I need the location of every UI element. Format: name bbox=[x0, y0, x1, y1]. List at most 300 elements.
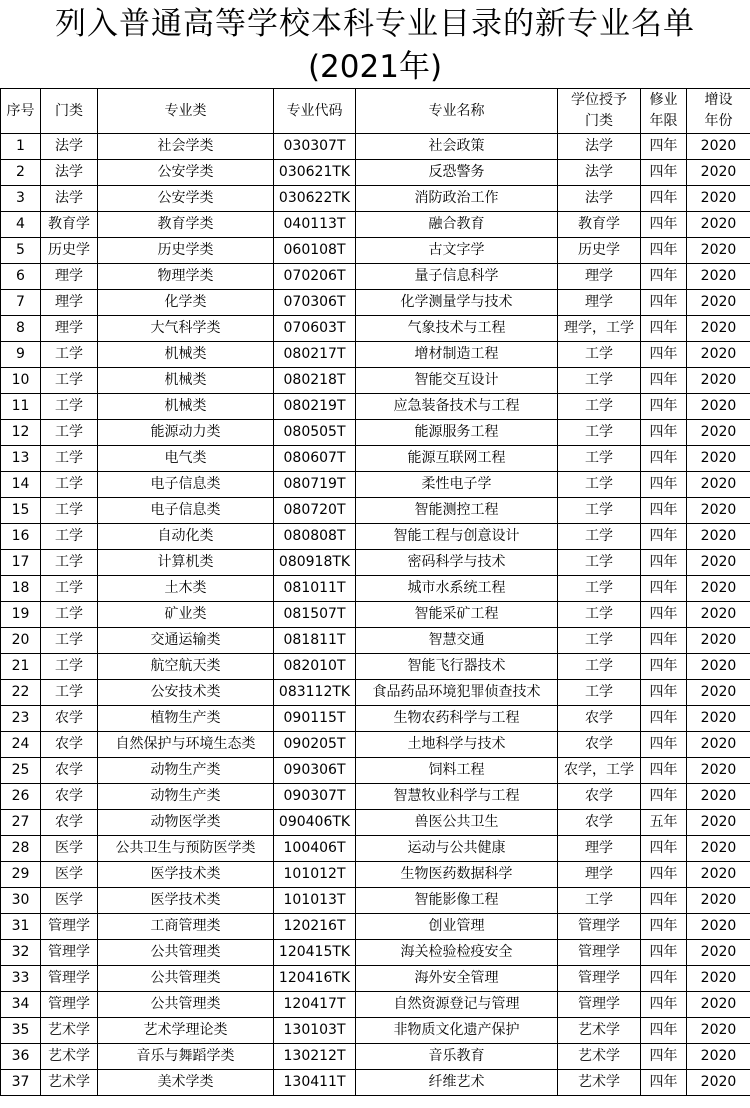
cell-degree: 艺术学 bbox=[558, 1044, 641, 1070]
cell-major-class: 大气科学类 bbox=[98, 316, 274, 342]
cell-major-class: 能源动力类 bbox=[98, 420, 274, 446]
cell-year: 2020 bbox=[687, 264, 750, 290]
cell-category: 工学 bbox=[41, 472, 98, 498]
cell-duration: 四年 bbox=[641, 186, 687, 212]
cell-name: 智能交互设计 bbox=[356, 368, 558, 394]
cell-major-class: 公安技术类 bbox=[98, 680, 274, 706]
cell-degree: 工学 bbox=[558, 472, 641, 498]
cell-name: 能源服务工程 bbox=[356, 420, 558, 446]
cell-name: 非物质文化遗产保护 bbox=[356, 1018, 558, 1044]
table-row bbox=[1, 810, 750, 836]
cell-degree: 农学 bbox=[558, 732, 641, 758]
cell-name: 气象技术与工程 bbox=[356, 316, 558, 342]
cell-category: 工学 bbox=[41, 602, 98, 628]
majors-table bbox=[0, 88, 750, 1096]
cell-seq: 32 bbox=[1, 940, 41, 966]
cell-seq: 29 bbox=[1, 862, 41, 888]
cell-duration: 四年 bbox=[641, 524, 687, 550]
cell-major-class: 电子信息类 bbox=[98, 472, 274, 498]
header-duration-line2: 年限 bbox=[649, 113, 678, 129]
cell-name: 智慧牧业科学与工程 bbox=[356, 784, 558, 810]
cell-year: 2020 bbox=[687, 862, 750, 888]
table-row bbox=[1, 888, 750, 914]
cell-category: 工学 bbox=[41, 680, 98, 706]
cell-duration: 四年 bbox=[641, 290, 687, 316]
cell-major-class: 电气类 bbox=[98, 446, 274, 472]
cell-category: 工学 bbox=[41, 498, 98, 524]
cell-duration: 四年 bbox=[641, 420, 687, 446]
cell-code: 081811T bbox=[274, 628, 356, 654]
header-seq: 序号 bbox=[1, 89, 41, 134]
cell-duration: 四年 bbox=[641, 472, 687, 498]
cell-duration: 五年 bbox=[641, 810, 687, 836]
cell-duration: 四年 bbox=[641, 446, 687, 472]
cell-seq: 37 bbox=[1, 1070, 41, 1096]
cell-major-class: 化学类 bbox=[98, 290, 274, 316]
cell-code: 130212T bbox=[274, 1044, 356, 1070]
cell-category: 工学 bbox=[41, 576, 98, 602]
cell-category: 法学 bbox=[41, 134, 98, 160]
cell-year: 2020 bbox=[687, 238, 750, 264]
cell-seq: 13 bbox=[1, 446, 41, 472]
cell-duration: 四年 bbox=[641, 1070, 687, 1096]
table-row bbox=[1, 368, 750, 394]
cell-name: 智能采矿工程 bbox=[356, 602, 558, 628]
cell-year: 2020 bbox=[687, 290, 750, 316]
cell-code: 080720T bbox=[274, 498, 356, 524]
cell-name: 兽医公共卫生 bbox=[356, 810, 558, 836]
cell-major-class: 自然保护与环境生态类 bbox=[98, 732, 274, 758]
cell-category: 农学 bbox=[41, 732, 98, 758]
table-row bbox=[1, 342, 750, 368]
cell-year: 2020 bbox=[687, 784, 750, 810]
cell-category: 医学 bbox=[41, 888, 98, 914]
cell-degree: 艺术学 bbox=[558, 1070, 641, 1096]
cell-category: 工学 bbox=[41, 342, 98, 368]
cell-year: 2020 bbox=[687, 758, 750, 784]
cell-major-class: 机械类 bbox=[98, 342, 274, 368]
cell-seq: 35 bbox=[1, 1018, 41, 1044]
cell-duration: 四年 bbox=[641, 992, 687, 1018]
cell-degree: 工学 bbox=[558, 654, 641, 680]
cell-seq: 12 bbox=[1, 420, 41, 446]
cell-duration: 四年 bbox=[641, 1018, 687, 1044]
cell-year: 2020 bbox=[687, 498, 750, 524]
cell-seq: 9 bbox=[1, 342, 41, 368]
cell-seq: 10 bbox=[1, 368, 41, 394]
cell-major-class: 公安学类 bbox=[98, 186, 274, 212]
cell-name: 密码科学与技术 bbox=[356, 550, 558, 576]
cell-code: 030307T bbox=[274, 134, 356, 160]
table-row bbox=[1, 290, 750, 316]
cell-seq: 22 bbox=[1, 680, 41, 706]
cell-degree: 工学 bbox=[558, 602, 641, 628]
cell-year: 2020 bbox=[687, 628, 750, 654]
cell-name: 社会政策 bbox=[356, 134, 558, 160]
cell-major-class: 社会学类 bbox=[98, 134, 274, 160]
cell-major-class: 公共卫生与预防医学类 bbox=[98, 836, 274, 862]
table-header-row bbox=[1, 89, 750, 134]
table-row bbox=[1, 706, 750, 732]
cell-seq: 30 bbox=[1, 888, 41, 914]
cell-year: 2020 bbox=[687, 1070, 750, 1096]
cell-year: 2020 bbox=[687, 1044, 750, 1070]
cell-duration: 四年 bbox=[641, 576, 687, 602]
cell-code: 080719T bbox=[274, 472, 356, 498]
cell-seq: 36 bbox=[1, 1044, 41, 1070]
cell-name: 智慧交通 bbox=[356, 628, 558, 654]
cell-major-class: 机械类 bbox=[98, 368, 274, 394]
cell-degree: 法学 bbox=[558, 134, 641, 160]
cell-year: 2020 bbox=[687, 1018, 750, 1044]
table-row bbox=[1, 862, 750, 888]
header-category: 门类 bbox=[41, 89, 98, 134]
cell-degree: 管理学 bbox=[558, 992, 641, 1018]
cell-degree: 农学，工学 bbox=[558, 758, 641, 784]
cell-duration: 四年 bbox=[641, 342, 687, 368]
cell-category: 工学 bbox=[41, 420, 98, 446]
cell-seq: 8 bbox=[1, 316, 41, 342]
cell-degree: 历史学 bbox=[558, 238, 641, 264]
cell-category: 农学 bbox=[41, 810, 98, 836]
cell-name: 海关检验检疫安全 bbox=[356, 940, 558, 966]
table-row bbox=[1, 420, 750, 446]
table-row bbox=[1, 836, 750, 862]
cell-category: 工学 bbox=[41, 368, 98, 394]
cell-category: 工学 bbox=[41, 524, 98, 550]
table-row bbox=[1, 1044, 750, 1070]
table-row bbox=[1, 186, 750, 212]
cell-code: 081507T bbox=[274, 602, 356, 628]
cell-category: 管理学 bbox=[41, 966, 98, 992]
cell-seq: 16 bbox=[1, 524, 41, 550]
cell-degree: 工学 bbox=[558, 446, 641, 472]
cell-code: 090115T bbox=[274, 706, 356, 732]
cell-major-class: 教育学类 bbox=[98, 212, 274, 238]
table-row bbox=[1, 576, 750, 602]
cell-name: 智能测控工程 bbox=[356, 498, 558, 524]
cell-code: 120416TK bbox=[274, 966, 356, 992]
cell-degree: 农学 bbox=[558, 706, 641, 732]
cell-duration: 四年 bbox=[641, 680, 687, 706]
cell-name: 智能飞行器技术 bbox=[356, 654, 558, 680]
table-row bbox=[1, 628, 750, 654]
cell-category: 理学 bbox=[41, 316, 98, 342]
cell-code: 070603T bbox=[274, 316, 356, 342]
cell-duration: 四年 bbox=[641, 888, 687, 914]
cell-degree: 艺术学 bbox=[558, 1018, 641, 1044]
cell-year: 2020 bbox=[687, 160, 750, 186]
table-row bbox=[1, 1018, 750, 1044]
table-body bbox=[1, 134, 750, 1096]
cell-major-class: 历史学类 bbox=[98, 238, 274, 264]
cell-code: 130103T bbox=[274, 1018, 356, 1044]
cell-year: 2020 bbox=[687, 602, 750, 628]
cell-code: 080808T bbox=[274, 524, 356, 550]
cell-name: 古文字学 bbox=[356, 238, 558, 264]
cell-code: 120216T bbox=[274, 914, 356, 940]
cell-code: 090307T bbox=[274, 784, 356, 810]
cell-seq: 26 bbox=[1, 784, 41, 810]
cell-year: 2020 bbox=[687, 992, 750, 1018]
cell-duration: 四年 bbox=[641, 316, 687, 342]
cell-name: 运动与公共健康 bbox=[356, 836, 558, 862]
cell-category: 艺术学 bbox=[41, 1070, 98, 1096]
cell-code: 120415TK bbox=[274, 940, 356, 966]
cell-major-class: 动物生产类 bbox=[98, 758, 274, 784]
cell-code: 090406TK bbox=[274, 810, 356, 836]
cell-name: 音乐教育 bbox=[356, 1044, 558, 1070]
cell-name: 应急装备技术与工程 bbox=[356, 394, 558, 420]
cell-degree: 理学 bbox=[558, 264, 641, 290]
cell-duration: 四年 bbox=[641, 550, 687, 576]
cell-degree: 工学 bbox=[558, 420, 641, 446]
cell-degree: 管理学 bbox=[558, 940, 641, 966]
header-year-line2: 年份 bbox=[704, 113, 733, 129]
cell-duration: 四年 bbox=[641, 732, 687, 758]
cell-name: 自然资源登记与管理 bbox=[356, 992, 558, 1018]
cell-seq: 11 bbox=[1, 394, 41, 420]
cell-code: 100406T bbox=[274, 836, 356, 862]
cell-duration: 四年 bbox=[641, 758, 687, 784]
cell-year: 2020 bbox=[687, 368, 750, 394]
cell-duration: 四年 bbox=[641, 498, 687, 524]
cell-major-class: 航空航天类 bbox=[98, 654, 274, 680]
table-row bbox=[1, 602, 750, 628]
cell-category: 农学 bbox=[41, 758, 98, 784]
cell-seq: 19 bbox=[1, 602, 41, 628]
cell-year: 2020 bbox=[687, 342, 750, 368]
cell-code: 083112TK bbox=[274, 680, 356, 706]
cell-name: 增材制造工程 bbox=[356, 342, 558, 368]
cell-name: 创业管理 bbox=[356, 914, 558, 940]
cell-name: 融合教育 bbox=[356, 212, 558, 238]
cell-name: 土地科学与技术 bbox=[356, 732, 558, 758]
cell-code: 080505T bbox=[274, 420, 356, 446]
cell-major-class: 公安学类 bbox=[98, 160, 274, 186]
cell-name: 饲料工程 bbox=[356, 758, 558, 784]
cell-code: 030621TK bbox=[274, 160, 356, 186]
cell-major-class: 电子信息类 bbox=[98, 498, 274, 524]
cell-name: 城市水系统工程 bbox=[356, 576, 558, 602]
cell-major-class: 矿业类 bbox=[98, 602, 274, 628]
cell-major-class: 物理学类 bbox=[98, 264, 274, 290]
header-degree-line2: 门类 bbox=[585, 113, 613, 129]
cell-category: 教育学 bbox=[41, 212, 98, 238]
cell-code: 130411T bbox=[274, 1070, 356, 1096]
table-row bbox=[1, 498, 750, 524]
cell-year: 2020 bbox=[687, 576, 750, 602]
cell-seq: 4 bbox=[1, 212, 41, 238]
cell-degree: 理学 bbox=[558, 836, 641, 862]
cell-year: 2020 bbox=[687, 524, 750, 550]
table-row bbox=[1, 134, 750, 160]
table-row bbox=[1, 784, 750, 810]
cell-code: 030622TK bbox=[274, 186, 356, 212]
cell-year: 2020 bbox=[687, 914, 750, 940]
table-row bbox=[1, 966, 750, 992]
cell-duration: 四年 bbox=[641, 212, 687, 238]
cell-year: 2020 bbox=[687, 836, 750, 862]
table-row bbox=[1, 394, 750, 420]
cell-year: 2020 bbox=[687, 706, 750, 732]
table-row bbox=[1, 914, 750, 940]
cell-seq: 5 bbox=[1, 238, 41, 264]
cell-duration: 四年 bbox=[641, 628, 687, 654]
cell-degree: 教育学 bbox=[558, 212, 641, 238]
cell-name: 消防政治工作 bbox=[356, 186, 558, 212]
page-title: 列入普通高等学校本科专业目录的新专业名单 bbox=[55, 6, 695, 42]
cell-category: 医学 bbox=[41, 836, 98, 862]
cell-duration: 四年 bbox=[641, 836, 687, 862]
table-row bbox=[1, 992, 750, 1018]
cell-seq: 24 bbox=[1, 732, 41, 758]
table-row bbox=[1, 160, 750, 186]
table-row bbox=[1, 680, 750, 706]
header-major-class: 专业类 bbox=[98, 89, 274, 134]
cell-duration: 四年 bbox=[641, 134, 687, 160]
cell-degree: 法学 bbox=[558, 186, 641, 212]
cell-code: 040113T bbox=[274, 212, 356, 238]
cell-name: 生物医药数据科学 bbox=[356, 862, 558, 888]
cell-degree: 理学 bbox=[558, 290, 641, 316]
cell-seq: 33 bbox=[1, 966, 41, 992]
cell-year: 2020 bbox=[687, 446, 750, 472]
header-year bbox=[687, 89, 750, 134]
cell-degree: 工学 bbox=[558, 498, 641, 524]
cell-code: 082010T bbox=[274, 654, 356, 680]
cell-code: 081011T bbox=[274, 576, 356, 602]
cell-degree: 工学 bbox=[558, 628, 641, 654]
cell-seq: 18 bbox=[1, 576, 41, 602]
cell-degree: 工学 bbox=[558, 888, 641, 914]
cell-category: 管理学 bbox=[41, 914, 98, 940]
cell-name: 反恐警务 bbox=[356, 160, 558, 186]
cell-category: 理学 bbox=[41, 264, 98, 290]
cell-duration: 四年 bbox=[641, 862, 687, 888]
table-row bbox=[1, 264, 750, 290]
cell-code: 080219T bbox=[274, 394, 356, 420]
cell-duration: 四年 bbox=[641, 394, 687, 420]
cell-category: 艺术学 bbox=[41, 1018, 98, 1044]
cell-code: 080607T bbox=[274, 446, 356, 472]
cell-major-class: 工商管理类 bbox=[98, 914, 274, 940]
cell-name: 纤维艺术 bbox=[356, 1070, 558, 1096]
cell-seq: 17 bbox=[1, 550, 41, 576]
cell-major-class: 交通运输类 bbox=[98, 628, 274, 654]
table-row bbox=[1, 238, 750, 264]
cell-category: 理学 bbox=[41, 290, 98, 316]
cell-name: 智能影像工程 bbox=[356, 888, 558, 914]
cell-category: 法学 bbox=[41, 186, 98, 212]
cell-seq: 21 bbox=[1, 654, 41, 680]
table-row bbox=[1, 758, 750, 784]
cell-seq: 1 bbox=[1, 134, 41, 160]
cell-category: 工学 bbox=[41, 550, 98, 576]
cell-code: 080217T bbox=[274, 342, 356, 368]
cell-duration: 四年 bbox=[641, 914, 687, 940]
header-code: 专业代码 bbox=[274, 89, 356, 134]
cell-year: 2020 bbox=[687, 888, 750, 914]
cell-code: 090205T bbox=[274, 732, 356, 758]
header-degree bbox=[558, 89, 641, 134]
cell-seq: 27 bbox=[1, 810, 41, 836]
cell-degree: 工学 bbox=[558, 394, 641, 420]
cell-year: 2020 bbox=[687, 732, 750, 758]
cell-code: 090306T bbox=[274, 758, 356, 784]
cell-seq: 7 bbox=[1, 290, 41, 316]
cell-major-class: 计算机类 bbox=[98, 550, 274, 576]
cell-code: 070206T bbox=[274, 264, 356, 290]
cell-name: 食品药品环境犯罪侦查技术 bbox=[356, 680, 558, 706]
cell-duration: 四年 bbox=[641, 264, 687, 290]
cell-category: 管理学 bbox=[41, 940, 98, 966]
cell-degree: 工学 bbox=[558, 550, 641, 576]
cell-duration: 四年 bbox=[641, 784, 687, 810]
cell-degree: 理学 bbox=[558, 862, 641, 888]
cell-name: 能源互联网工程 bbox=[356, 446, 558, 472]
cell-year: 2020 bbox=[687, 940, 750, 966]
header-degree-line1: 学位授予 bbox=[571, 92, 627, 108]
cell-seq: 2 bbox=[1, 160, 41, 186]
cell-major-class: 医学技术类 bbox=[98, 862, 274, 888]
cell-seq: 15 bbox=[1, 498, 41, 524]
cell-year: 2020 bbox=[687, 134, 750, 160]
cell-degree: 农学 bbox=[558, 784, 641, 810]
cell-seq: 6 bbox=[1, 264, 41, 290]
cell-name: 柔性电子学 bbox=[356, 472, 558, 498]
table-row bbox=[1, 316, 750, 342]
table-row bbox=[1, 654, 750, 680]
table-row bbox=[1, 472, 750, 498]
cell-category: 农学 bbox=[41, 784, 98, 810]
cell-major-class: 机械类 bbox=[98, 394, 274, 420]
cell-degree: 工学 bbox=[558, 342, 641, 368]
cell-degree: 农学 bbox=[558, 810, 641, 836]
cell-year: 2020 bbox=[687, 212, 750, 238]
cell-code: 060108T bbox=[274, 238, 356, 264]
cell-name: 化学测量学与技术 bbox=[356, 290, 558, 316]
cell-category: 法学 bbox=[41, 160, 98, 186]
cell-major-class: 医学技术类 bbox=[98, 888, 274, 914]
cell-code: 120417T bbox=[274, 992, 356, 1018]
cell-category: 工学 bbox=[41, 446, 98, 472]
cell-degree: 法学 bbox=[558, 160, 641, 186]
cell-category: 管理学 bbox=[41, 992, 98, 1018]
cell-category: 医学 bbox=[41, 862, 98, 888]
cell-code: 080918TK bbox=[274, 550, 356, 576]
cell-duration: 四年 bbox=[641, 940, 687, 966]
header-name: 专业名称 bbox=[356, 89, 558, 134]
cell-major-class: 音乐与舞蹈学类 bbox=[98, 1044, 274, 1070]
page-subtitle: (2021年) bbox=[307, 49, 443, 85]
cell-code: 101013T bbox=[274, 888, 356, 914]
cell-degree: 工学 bbox=[558, 524, 641, 550]
cell-seq: 34 bbox=[1, 992, 41, 1018]
cell-major-class: 自动化类 bbox=[98, 524, 274, 550]
header-year-line1: 增设 bbox=[704, 92, 733, 108]
cell-code: 101012T bbox=[274, 862, 356, 888]
cell-category: 农学 bbox=[41, 706, 98, 732]
cell-name: 量子信息科学 bbox=[356, 264, 558, 290]
cell-duration: 四年 bbox=[641, 160, 687, 186]
cell-year: 2020 bbox=[687, 966, 750, 992]
cell-year: 2020 bbox=[687, 680, 750, 706]
cell-duration: 四年 bbox=[641, 602, 687, 628]
cell-category: 工学 bbox=[41, 628, 98, 654]
cell-major-class: 动物医学类 bbox=[98, 810, 274, 836]
table-row bbox=[1, 212, 750, 238]
